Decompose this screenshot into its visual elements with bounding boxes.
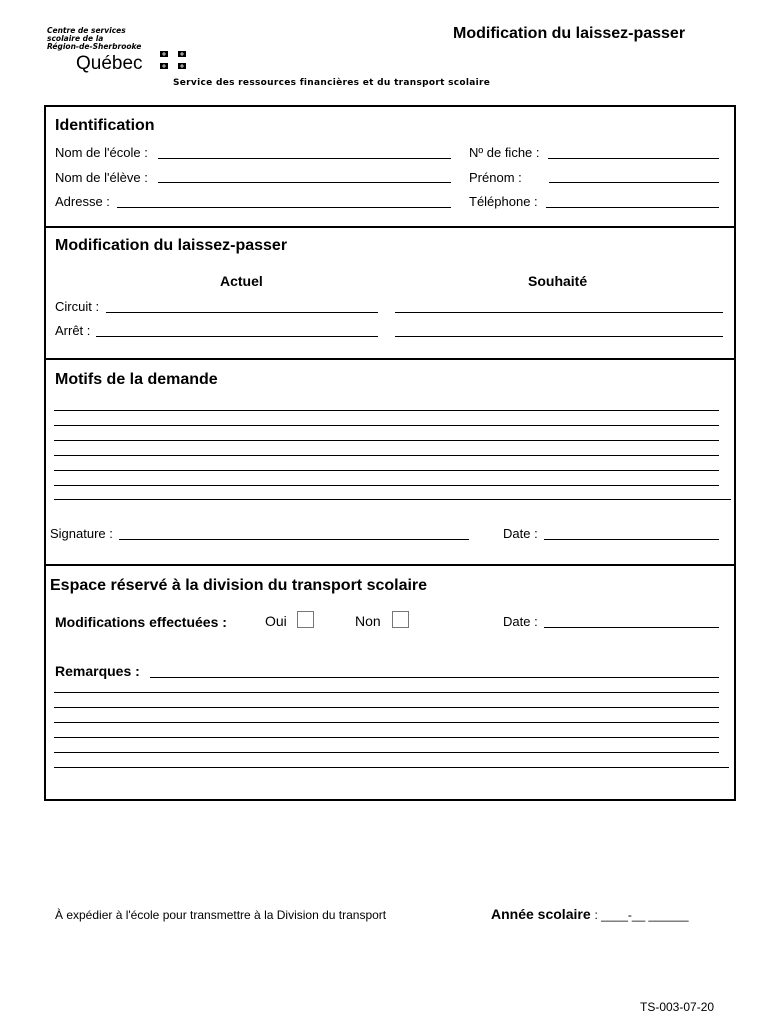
fleur-de-lis-flag-icon <box>160 51 194 71</box>
send-instructions: À expédier à l'école pour transmettre à la Division du transport <box>55 908 387 922</box>
circuit-label: Circuit : <box>55 299 100 314</box>
student-name-field[interactable] <box>158 182 451 183</box>
remarks-line-2[interactable] <box>54 692 719 693</box>
address-field[interactable] <box>117 207 451 208</box>
reason-line-3[interactable] <box>54 440 719 441</box>
remarks-line-6[interactable] <box>54 752 719 753</box>
section-heading-identification: Identification <box>55 117 155 134</box>
remarks-line-7[interactable] <box>54 767 729 768</box>
desired-column-label: Souhaité <box>528 273 588 289</box>
form-frame <box>44 105 736 801</box>
org-name <box>47 27 141 51</box>
school-year <box>491 906 689 922</box>
reason-line-5[interactable] <box>54 470 719 471</box>
section-divider-3 <box>46 564 734 566</box>
school-year-field[interactable]: : ____-__ ______ <box>594 908 689 922</box>
remarks-line-4[interactable] <box>54 722 719 723</box>
reason-line-6[interactable] <box>54 485 719 486</box>
reserved-date-field[interactable] <box>544 627 719 628</box>
section-divider-1 <box>46 226 734 228</box>
modifications-done-label: Modifications effectuées : <box>55 614 227 630</box>
signature-field[interactable] <box>119 539 469 540</box>
reason-line-4[interactable] <box>54 455 719 456</box>
current-stop-field[interactable] <box>96 336 378 337</box>
address-label: Adresse : <box>55 194 110 209</box>
file-number-label: Nº de fiche : <box>469 145 540 160</box>
service-name: Service des ressources financières et du transport scolaire <box>173 78 491 88</box>
form-code: TS-003-07-20 <box>640 1000 715 1014</box>
phone-field[interactable] <box>546 207 719 208</box>
first-name-label: Prénom : <box>469 170 522 185</box>
signature-date-label: Date : <box>503 526 538 541</box>
current-column-label: Actuel <box>220 273 263 289</box>
yes-checkbox[interactable] <box>297 611 314 628</box>
desired-stop-field[interactable] <box>395 336 723 337</box>
signature-label: Signature : <box>50 526 113 541</box>
no-checkbox[interactable] <box>392 611 409 628</box>
org-line-2: scolaire de la <box>47 34 104 43</box>
remarks-line-1[interactable] <box>150 677 719 678</box>
org-line-1: Centre de services <box>47 26 126 35</box>
student-name-label: Nom de l'élève : <box>55 170 148 185</box>
quebec-wordmark: Québec <box>76 53 143 74</box>
document-title: Modification du laissez-passer <box>453 25 686 42</box>
desired-circuit-field[interactable] <box>395 312 723 313</box>
no-label: Non <box>355 613 381 629</box>
reason-line-7[interactable] <box>54 499 731 500</box>
remarks-label: Remarques : <box>55 663 140 679</box>
org-line-3: Région-de-Sherbrooke <box>47 42 142 51</box>
reason-line-2[interactable] <box>54 425 719 426</box>
section-divider-2 <box>46 358 734 360</box>
reserved-date-label: Date : <box>503 614 538 629</box>
reason-line-1[interactable] <box>54 410 719 411</box>
stop-label: Arrêt : <box>55 323 91 338</box>
school-name-field[interactable] <box>158 158 451 159</box>
section-heading-reasons: Motifs de la demande <box>55 371 218 388</box>
section-heading-modification: Modification du laissez-passer <box>55 237 288 254</box>
school-year-label: Année scolaire <box>491 906 591 922</box>
signature-date-field[interactable] <box>544 539 719 540</box>
school-name-label: Nom de l'école : <box>55 145 148 160</box>
yes-label: Oui <box>265 613 287 629</box>
section-heading-reserved: Espace réservé à la division du transport scolaire <box>50 577 428 594</box>
current-circuit-field[interactable] <box>106 312 378 313</box>
file-number-field[interactable] <box>548 158 719 159</box>
phone-label: Téléphone : <box>469 194 538 209</box>
remarks-line-5[interactable] <box>54 737 719 738</box>
first-name-field[interactable] <box>549 182 719 183</box>
remarks-line-3[interactable] <box>54 707 719 708</box>
